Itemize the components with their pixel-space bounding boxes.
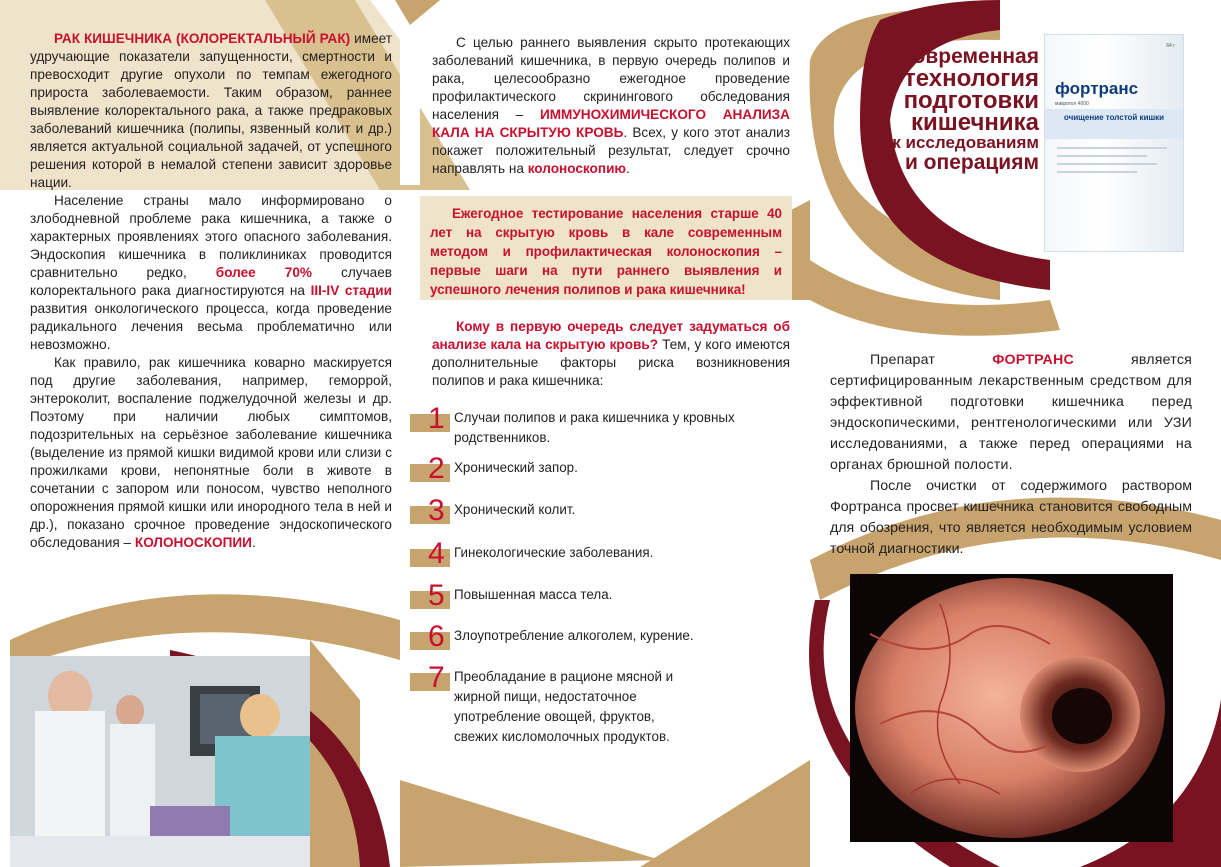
risk-text: Злоупотребление алкоголем, курение. [454,628,694,643]
risk-number: 2 [428,452,445,485]
risk-number: 7 [428,661,445,694]
right-column-text [830,350,1192,560]
risk-number: 5 [428,579,445,612]
fortrans-product-box [1044,34,1184,252]
title-line: к исследованиям [892,133,1039,152]
middle-paragraph-1 [432,34,790,178]
middle-p1-text-e: . [626,161,630,176]
left-p3-text-a: Как правило, рак кишечника коварно маскируется под другие заболевания, например, геморрой, энтероколит, воспаление поджелудочной железы и др. Поэтому при наличии любых симптомов, подозрительных на серьёзное заболевание кишечника (выделение из прямой кишки видимой крови или слизи с прожилками крови, непонятные боли в животе в сочетании с запором или поносом, чувство неполного опорожнения прямой кишки или инородного тела в ней и др.), показано срочное проведение эндоскопического обследования – [30,355,392,550]
middle-column-risk-intro [432,318,790,390]
left-p1-text: имеет удручающие показатели запущенности, смертности и превосходит другие опухоли по темпам ежегодного прироста заболеваемости. Таким образом, раннее выявление колоректального рака, а также предраковых заболеваний кишечника (полипы, язвенный колит и др.) является актуальной социальной задачей, от успешного решения которой в немалой степени зависит здоровье нации. [30,31,392,190]
left-paragraph-3 [30,354,392,552]
left-p2-text-c: случаев колоректального рака диагностируются на [30,265,392,298]
left-p3-colonoscopy: КОЛОНОСКОПИИ [134,535,252,550]
left-p2-highlight-percent: более 70% [215,265,312,280]
right-paragraph-1 [830,350,1192,476]
middle-paragraph-2 [432,318,790,390]
right-p1-text-c: является сертифицированным лекарственным средством для эффективной подготовки кишечника перед эндоскопическими, рентгенологическими или УЗИ исследованиями, а также перед операциями на органах брюшной полости. [830,352,1192,473]
fortrans-name: ФОРТРАНС [992,352,1074,368]
title-line: кишечника [910,109,1039,136]
left-paragraph-1 [30,30,392,192]
left-p3-text-c: . [251,535,256,550]
title-line: подготовки [903,87,1039,114]
callout-text: Ежегодное тестирование населения старше 40 лет на скрытую кровь в кале современным методом и профилактическая колоноскопия – первые шаги на пути раннего выявления и успешного лечения полипов и рака кишечника! [430,206,782,297]
left-paragraph-2 [30,192,392,354]
middle-p1-text-c: . Всех, у кого этот анализ покажет положительный результат, следует срочно направлять на [432,125,790,176]
middle-p1-colonoscopy: колоноскопию [527,161,627,176]
risk-number: 3 [428,494,445,527]
middle-p1-text-a: С целью раннего выявления скрыто протекающих заболеваний кишечника, в первую очередь полипов и рака, целесообразно ежегодное проведение профилактического скринингового обследования населения – [432,35,790,122]
left-column [30,30,392,552]
risk-number: 6 [428,620,445,653]
risk-text: Преобладание в рационе мясной и жирной пищи, недостаточное употребление овощей, фруктов, свежих кисломолочных продуктов. [454,669,674,744]
product-band: очищение толстой кишки [1063,113,1165,122]
title-line: и операциям [904,151,1039,174]
product-title [892,46,1039,174]
risk-text: Случаи полипов и рака кишечника у кровных родственников. [454,410,735,445]
risk-intro-text: Тем, у кого имеются дополнительные факторы риска возникновения полипов и рака кишечника: [432,337,790,388]
product-brand: фортранс [1055,79,1139,98]
product-weight: 64 г [1166,43,1175,49]
product-dose: макрогол 4000 [1055,101,1089,107]
title-line: Современная [897,45,1039,68]
colonoscopy-photo [850,574,1173,842]
risk-text: Гинекологические заболевания. [454,545,654,560]
right-p1-text-a: Препарат [870,352,993,368]
left-p2-text-a: Население страны мало информировано о злободневной проблеме рака кишечника, а также о характерных проявлениях этого опасного заболевания. Эндоскопия кишечника в поликлиниках проводится сравнительно редко, [30,193,392,280]
risk-number: 4 [428,537,445,570]
risk-number: 1 [428,402,445,435]
risk-text: Повышенная масса тела. [454,587,613,602]
left-p2-text-e: развития онкологического процесса, когда проведение радикального лечения весьма проблематично или невозможно. [30,301,392,352]
right-paragraph-2: После очистки от содержимого раствором Фортранса просвет кишечника становится свободным для обозрения, что является необходимым условием точной диагностики. [830,478,1192,557]
middle-p1-test-name: ИММУНОХИМИЧЕСКОГО АНАЛИЗА КАЛА НА СКРЫТУЮ КРОВЬ [432,107,791,140]
left-p2-highlight-stage: III-IV стадии [310,283,392,298]
risk-question: Кому в первую очередь следует задуматься об анализе кала на скрытую кровь? [432,319,790,352]
risk-text: Хронический запор. [454,460,578,475]
risk-text: Хронический колит. [454,502,576,517]
colorectal-cancer-heading: РАК КИШЕЧНИКА (КОЛОРЕКТАЛЬНЫЙ РАК) [54,31,351,46]
title-line: технология [903,65,1039,92]
medical-staff-photo [10,656,310,867]
middle-column-intro [432,34,790,178]
screening-callout [420,196,792,300]
